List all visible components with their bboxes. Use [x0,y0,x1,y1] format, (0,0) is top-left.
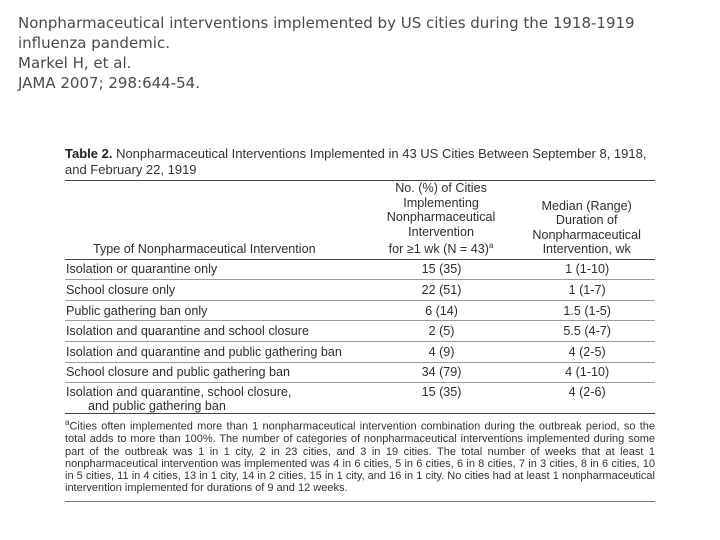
table-row [65,383,655,414]
cell-median: 4 (1-10) [518,362,655,383]
cell-median: 1 (1-10) [518,259,655,280]
cell-median: 1 (1-7) [518,280,655,301]
table-row [65,342,655,363]
table-row [65,280,655,301]
cell-count: 15 (35) [364,259,519,280]
cell-type: Isolation or quarantine only [65,259,364,280]
table-header-row [65,181,655,260]
table-caption-text: Nonpharmaceutical Interventions Implemented in 43 US Cities Between September 8, 1918, and February 22, 1919 [65,146,647,177]
cell-type: Isolation and quarantine and public gathering ban [65,342,364,363]
table-caption-label: Table 2. [65,146,113,161]
table-figure [65,146,655,502]
table-row [65,362,655,383]
cell-count: 22 (51) [364,280,519,301]
slide-header [18,13,708,93]
column-header-type: Type of Nonpharmaceutical Intervention [93,242,316,257]
cell-type: School closure and public gathering ban [65,362,364,383]
table-row [65,300,655,321]
column-header-median: Median (Range) Duration of Nonpharmaceutical Intervention, wk [532,198,641,257]
cell-type: Isolation and quarantine and school closure [65,321,364,342]
footnote-text: Cities often implemented more than 1 nonpharmaceutical intervention combination during the outbreak period, so the total adds to more than 100%. The number of categories of nonpharmaceutical interventions implemented during some part of the outbreak was 1 in 1 city, 2 in 23 cities, and 3 in 19 cities. The total number of weeks that at least 1 nonpharmaceutical intervention was implemented was 4 in 6 cities, 5 in 6 cities, 6 in 8 cities, 7 in 3 cities, 8 in 6 cities, 10 in 5 cities, 11 in 4 cities, 13 in 1 city, 14 in 2 cities, 15 in 1 city, and 16 in 1 city. No cities had at least 1 nonpharmaceutical intervention implemented for durations of 9 and 12 weeks. [65,420,655,495]
interventions-table [65,180,655,413]
cell-count: 2 (5) [364,321,519,342]
cell-type: Public gathering ban only [65,300,364,321]
table-row [65,259,655,280]
table-footnote [65,413,655,501]
cell-count: 6 (14) [364,300,519,321]
citation: JAMA 2007; 298:644-54. [18,74,200,92]
table-row [65,321,655,342]
cell-type: Isolation and quarantine, school closure, and public gathering ban [66,385,292,414]
cell-type: School closure only [65,280,364,301]
cell-count: 4 (9) [364,342,519,363]
cell-median: 4 (2-5) [518,342,655,363]
table-caption [65,146,655,178]
authors: Markel H, et al. [18,54,132,72]
footnote-marker: a [65,418,70,428]
slide-title-line-1: Nonpharmaceutical interventions implemented by US cities during the 1918-1919 [18,14,635,32]
cell-median: 1.5 (1-5) [518,300,655,321]
column-header-count: No. (%) of Cities Implementing Nonpharmaceutical Intervention for ≥1 wk (N = 43)$^a$ [386,181,496,257]
slide-title-line-2: influenza pandemic. [18,34,170,52]
cell-count: 34 (79) [364,362,519,383]
cell-median: 4 (2-6) [568,385,606,400]
cell-count: 15 (35) [421,385,462,400]
cell-median: 5.5 (4-7) [518,321,655,342]
